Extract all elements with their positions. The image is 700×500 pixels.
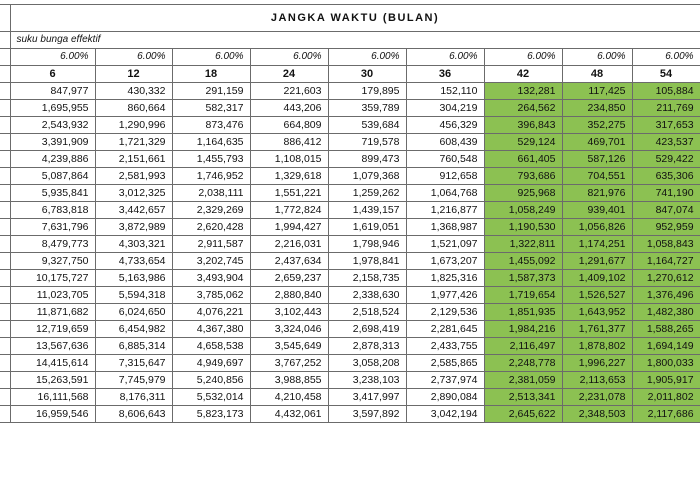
installment-cell: 8,479,773 [10, 236, 95, 253]
row-edge-cell [0, 253, 10, 270]
table-row [0, 321, 700, 338]
highlighted-installment-cell: 635,306 [632, 168, 700, 185]
installment-cell: 1,619,051 [328, 219, 406, 236]
highlighted-installment-cell: 1,694,149 [632, 338, 700, 355]
installment-cell: 2,911,587 [172, 236, 250, 253]
installment-cell: 1,259,262 [328, 185, 406, 202]
table-row [0, 389, 700, 406]
table-row [0, 202, 700, 219]
highlighted-installment-cell: 1,056,826 [562, 219, 632, 236]
installment-cell: 1,825,316 [406, 270, 484, 287]
table-row [0, 287, 700, 304]
installment-cell: 2,129,536 [406, 304, 484, 321]
highlighted-installment-cell: 396,843 [484, 117, 562, 134]
term-header-cell: 54 [632, 66, 700, 83]
highlighted-installment-cell: 529,422 [632, 151, 700, 168]
installment-cell: 2,890,084 [406, 389, 484, 406]
installment-cell: 1,455,793 [172, 151, 250, 168]
installment-cell: 304,219 [406, 100, 484, 117]
highlighted-installment-cell: 234,850 [562, 100, 632, 117]
installment-cell: 3,597,892 [328, 406, 406, 423]
installment-cell: 1,994,427 [250, 219, 328, 236]
installment-cell: 1,695,955 [10, 100, 95, 117]
installment-cell: 3,417,997 [328, 389, 406, 406]
table-row [0, 372, 700, 389]
highlighted-installment-cell: 1,588,265 [632, 321, 700, 338]
installment-cell: 152,110 [406, 83, 484, 100]
highlighted-installment-cell: 1,322,811 [484, 236, 562, 253]
installment-cell: 4,658,538 [172, 338, 250, 355]
highlighted-installment-cell: 1,800,033 [632, 355, 700, 372]
installment-cell: 4,210,458 [250, 389, 328, 406]
rate-cell: 6.00% [632, 49, 700, 66]
installment-cell: 2,433,755 [406, 338, 484, 355]
table-row [0, 219, 700, 236]
table-row [0, 253, 700, 270]
highlighted-installment-cell: 821,976 [562, 185, 632, 202]
installment-cell: 1,079,368 [328, 168, 406, 185]
installment-cell: 5,532,014 [172, 389, 250, 406]
installment-cell: 5,163,986 [95, 270, 172, 287]
table-row [0, 270, 700, 287]
rate-cell: 6.00% [406, 49, 484, 66]
installment-cell: 3,545,649 [250, 338, 328, 355]
installment-cell: 179,895 [328, 83, 406, 100]
installment-cell: 2,151,661 [95, 151, 172, 168]
row-edge-cell [0, 66, 10, 83]
highlighted-installment-cell: 1,164,727 [632, 253, 700, 270]
installment-cell: 3,102,443 [250, 304, 328, 321]
highlighted-installment-cell: 2,231,078 [562, 389, 632, 406]
highlighted-installment-cell: 1,174,251 [562, 236, 632, 253]
installment-cell: 3,872,989 [95, 219, 172, 236]
table-row [0, 236, 700, 253]
highlighted-installment-cell: 1,526,527 [562, 287, 632, 304]
installment-cell: 3,202,745 [172, 253, 250, 270]
installment-cell: 5,240,856 [172, 372, 250, 389]
installment-cell: 608,439 [406, 134, 484, 151]
row-edge-cell [0, 338, 10, 355]
term-header-cell: 30 [328, 66, 406, 83]
rate-cell: 6.00% [95, 49, 172, 66]
installment-cell: 7,315,647 [95, 355, 172, 372]
installment-cell: 4,239,886 [10, 151, 95, 168]
table-row [0, 168, 700, 185]
installment-cell: 3,012,325 [95, 185, 172, 202]
subtitle-spacer-cell [0, 32, 10, 49]
table-row [0, 117, 700, 134]
row-edge-cell [0, 100, 10, 117]
installment-cell: 1,216,877 [406, 202, 484, 219]
installment-cell: 860,664 [95, 100, 172, 117]
highlighted-installment-cell: 2,117,686 [632, 406, 700, 423]
highlighted-installment-cell: 1,643,952 [562, 304, 632, 321]
installment-cell: 3,324,046 [250, 321, 328, 338]
installment-cell: 5,935,841 [10, 185, 95, 202]
row-edge-cell [0, 202, 10, 219]
installment-cell: 719,578 [328, 134, 406, 151]
highlighted-installment-cell: 2,113,653 [562, 372, 632, 389]
installment-cell: 3,442,657 [95, 202, 172, 219]
table-row [0, 185, 700, 202]
interest-rate-label: suku bunga effektif [10, 32, 700, 49]
highlighted-installment-cell: 1,984,216 [484, 321, 562, 338]
highlighted-installment-cell: 352,275 [562, 117, 632, 134]
highlighted-installment-cell: 2,645,622 [484, 406, 562, 423]
installment-cell: 760,548 [406, 151, 484, 168]
installment-cell: 8,176,311 [95, 389, 172, 406]
rate-cell: 6.00% [484, 49, 562, 66]
installment-cell: 1,368,987 [406, 219, 484, 236]
highlighted-installment-cell: 1,719,654 [484, 287, 562, 304]
row-edge-cell [0, 168, 10, 185]
term-header-cell: 42 [484, 66, 562, 83]
highlighted-installment-cell: 925,968 [484, 185, 562, 202]
installment-cell: 443,206 [250, 100, 328, 117]
installment-cell: 6,024,650 [95, 304, 172, 321]
installment-cell: 1,164,635 [172, 134, 250, 151]
highlighted-installment-cell: 2,381,059 [484, 372, 562, 389]
table-row [0, 151, 700, 168]
highlighted-installment-cell: 211,769 [632, 100, 700, 117]
installment-cell: 1,721,329 [95, 134, 172, 151]
installment-cell: 1,064,768 [406, 185, 484, 202]
table-title: JANGKA WAKTU (BULAN) [10, 5, 700, 32]
highlighted-installment-cell: 1,455,092 [484, 253, 562, 270]
table-row [0, 355, 700, 372]
installment-cell: 2,878,313 [328, 338, 406, 355]
highlighted-installment-cell: 661,405 [484, 151, 562, 168]
installment-cell: 2,659,237 [250, 270, 328, 287]
highlighted-installment-cell: 1,996,227 [562, 355, 632, 372]
highlighted-installment-cell: 847,074 [632, 202, 700, 219]
highlighted-installment-cell: 952,959 [632, 219, 700, 236]
installment-cell: 5,823,173 [172, 406, 250, 423]
installment-cell: 1,798,946 [328, 236, 406, 253]
highlighted-installment-cell: 1,190,530 [484, 219, 562, 236]
installment-cell: 3,238,103 [328, 372, 406, 389]
highlighted-installment-cell: 105,884 [632, 83, 700, 100]
highlighted-installment-cell: 317,653 [632, 117, 700, 134]
installment-cell: 582,317 [172, 100, 250, 117]
installment-cell: 10,175,727 [10, 270, 95, 287]
installment-cell: 8,606,643 [95, 406, 172, 423]
term-header-cell: 48 [562, 66, 632, 83]
installment-cell: 456,329 [406, 117, 484, 134]
highlighted-installment-cell: 132,281 [484, 83, 562, 100]
installment-cell: 2,581,993 [95, 168, 172, 185]
installment-cell: 9,327,750 [10, 253, 95, 270]
rate-row [0, 49, 700, 66]
installment-cell: 1,551,221 [250, 185, 328, 202]
installment-cell: 4,432,061 [250, 406, 328, 423]
highlighted-installment-cell: 939,401 [562, 202, 632, 219]
installment-cell: 4,733,654 [95, 253, 172, 270]
term-header-cell: 6 [10, 66, 95, 83]
installment-cell: 4,076,221 [172, 304, 250, 321]
highlighted-installment-cell: 1,761,377 [562, 321, 632, 338]
highlighted-installment-cell: 529,124 [484, 134, 562, 151]
rate-cell: 6.00% [250, 49, 328, 66]
installment-cell: 13,567,636 [10, 338, 95, 355]
installment-table [0, 4, 700, 423]
row-edge-cell [0, 83, 10, 100]
highlighted-installment-cell: 1,878,802 [562, 338, 632, 355]
installment-cell: 15,263,591 [10, 372, 95, 389]
row-edge-cell [0, 236, 10, 253]
table-row [0, 83, 700, 100]
installment-cell: 1,673,207 [406, 253, 484, 270]
installment-cell: 16,111,568 [10, 389, 95, 406]
installment-cell: 1,329,618 [250, 168, 328, 185]
installment-cell: 11,023,705 [10, 287, 95, 304]
installment-cell: 14,415,614 [10, 355, 95, 372]
highlighted-installment-cell: 1,058,843 [632, 236, 700, 253]
highlighted-installment-cell: 2,116,497 [484, 338, 562, 355]
installment-cell: 291,159 [172, 83, 250, 100]
table-row [0, 100, 700, 117]
installment-cell: 3,785,062 [172, 287, 250, 304]
term-header-cell: 24 [250, 66, 328, 83]
term-header-row [0, 66, 700, 83]
installment-cell: 2,698,419 [328, 321, 406, 338]
installment-cell: 1,978,841 [328, 253, 406, 270]
row-edge-cell [0, 151, 10, 168]
row-edge-cell [0, 389, 10, 406]
installment-cell: 6,783,818 [10, 202, 95, 219]
table-row [0, 134, 700, 151]
row-edge-cell [0, 117, 10, 134]
installment-cell: 1,439,157 [328, 202, 406, 219]
installment-cell: 12,719,659 [10, 321, 95, 338]
installment-cell: 2,737,974 [406, 372, 484, 389]
row-edge-cell [0, 406, 10, 423]
installment-cell: 3,767,252 [250, 355, 328, 372]
term-header-cell: 36 [406, 66, 484, 83]
installment-cell: 6,454,982 [95, 321, 172, 338]
highlighted-installment-cell: 1,482,380 [632, 304, 700, 321]
term-header-cell: 18 [172, 66, 250, 83]
installment-cell: 7,745,979 [95, 372, 172, 389]
subtitle-row [0, 32, 700, 49]
installment-cell: 2,329,269 [172, 202, 250, 219]
title-spacer-cell [0, 5, 10, 32]
rate-cell: 6.00% [562, 49, 632, 66]
highlighted-installment-cell: 1,409,102 [562, 270, 632, 287]
installment-cell: 3,988,855 [250, 372, 328, 389]
highlighted-installment-cell: 1,851,935 [484, 304, 562, 321]
installment-cell: 221,603 [250, 83, 328, 100]
installment-cell: 16,959,546 [10, 406, 95, 423]
rate-cell: 6.00% [10, 49, 95, 66]
row-edge-cell [0, 134, 10, 151]
highlighted-installment-cell: 1,291,677 [562, 253, 632, 270]
row-edge-cell [0, 304, 10, 321]
row-edge-cell [0, 287, 10, 304]
installment-cell: 6,885,314 [95, 338, 172, 355]
installment-cell: 2,437,634 [250, 253, 328, 270]
installment-cell: 1,521,097 [406, 236, 484, 253]
row-edge-cell [0, 321, 10, 338]
installment-cell: 2,518,524 [328, 304, 406, 321]
installment-cell: 7,631,796 [10, 219, 95, 236]
installment-cell: 2,158,735 [328, 270, 406, 287]
installment-cell: 899,473 [328, 151, 406, 168]
installment-cell: 4,949,697 [172, 355, 250, 372]
installment-cell: 873,476 [172, 117, 250, 134]
row-edge-cell [0, 372, 10, 389]
installment-cell: 3,058,208 [328, 355, 406, 372]
rate-cell: 6.00% [172, 49, 250, 66]
installment-cell: 1,746,952 [172, 168, 250, 185]
installment-cell: 3,042,194 [406, 406, 484, 423]
term-header-cell: 12 [95, 66, 172, 83]
installment-cell: 2,038,111 [172, 185, 250, 202]
installment-cell: 664,809 [250, 117, 328, 134]
highlighted-installment-cell: 2,513,341 [484, 389, 562, 406]
row-edge-cell [0, 219, 10, 236]
installment-cell: 3,493,904 [172, 270, 250, 287]
highlighted-installment-cell: 587,126 [562, 151, 632, 168]
highlighted-installment-cell: 2,248,778 [484, 355, 562, 372]
installment-cell: 2,216,031 [250, 236, 328, 253]
highlighted-installment-cell: 1,376,496 [632, 287, 700, 304]
table-row [0, 338, 700, 355]
installment-cell: 847,977 [10, 83, 95, 100]
installment-cell: 2,585,865 [406, 355, 484, 372]
installment-cell: 1,290,996 [95, 117, 172, 134]
table-row [0, 406, 700, 423]
highlighted-installment-cell: 469,701 [562, 134, 632, 151]
highlighted-installment-cell: 793,686 [484, 168, 562, 185]
highlighted-installment-cell: 2,011,802 [632, 389, 700, 406]
installment-cell: 4,367,380 [172, 321, 250, 338]
installment-cell: 2,281,645 [406, 321, 484, 338]
installment-cell: 1,772,824 [250, 202, 328, 219]
installment-cell: 359,789 [328, 100, 406, 117]
row-edge-cell [0, 355, 10, 372]
row-edge-cell [0, 185, 10, 202]
highlighted-installment-cell: 1,587,373 [484, 270, 562, 287]
highlighted-installment-cell: 1,905,917 [632, 372, 700, 389]
highlighted-installment-cell: 264,562 [484, 100, 562, 117]
highlighted-installment-cell: 1,058,249 [484, 202, 562, 219]
row-edge-cell [0, 270, 10, 287]
highlighted-installment-cell: 2,348,503 [562, 406, 632, 423]
rate-cell: 6.00% [328, 49, 406, 66]
title-row [0, 5, 700, 32]
installment-cell: 11,871,682 [10, 304, 95, 321]
installment-cell: 2,543,932 [10, 117, 95, 134]
installment-cell: 2,620,428 [172, 219, 250, 236]
installment-cell: 5,087,864 [10, 168, 95, 185]
installment-cell: 5,594,318 [95, 287, 172, 304]
installment-cell: 1,108,015 [250, 151, 328, 168]
installment-cell: 886,412 [250, 134, 328, 151]
installment-cell: 2,338,630 [328, 287, 406, 304]
installment-cell: 430,332 [95, 83, 172, 100]
installment-cell: 912,658 [406, 168, 484, 185]
installment-cell: 2,880,840 [250, 287, 328, 304]
highlighted-installment-cell: 423,537 [632, 134, 700, 151]
row-edge-cell [0, 49, 10, 66]
highlighted-installment-cell: 1,270,612 [632, 270, 700, 287]
highlighted-installment-cell: 741,190 [632, 185, 700, 202]
installment-cell: 1,977,426 [406, 287, 484, 304]
highlighted-installment-cell: 704,551 [562, 168, 632, 185]
installment-cell: 4,303,321 [95, 236, 172, 253]
installment-cell: 539,684 [328, 117, 406, 134]
table-row [0, 304, 700, 321]
highlighted-installment-cell: 117,425 [562, 83, 632, 100]
installment-cell: 3,391,909 [10, 134, 95, 151]
